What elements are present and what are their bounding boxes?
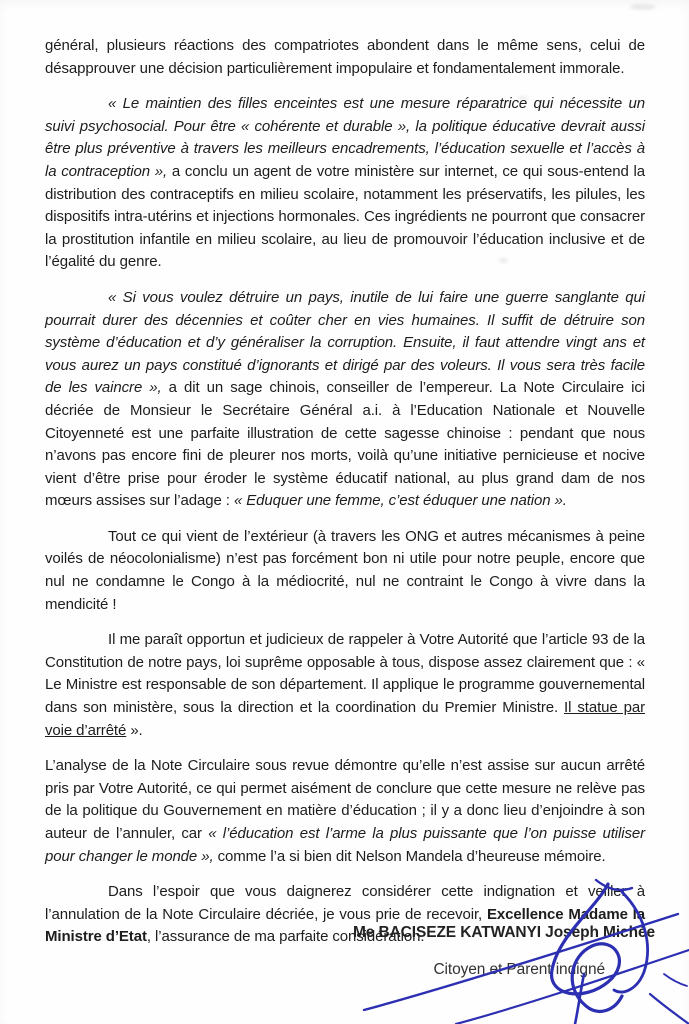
signatory-name: Me BACISEZE KATWANYI Joseph Michée [352,924,655,941]
text-run: Tout ce qui vient de l’extérieur (à travers les ONG et autres mécanismes à peine voilés de néocolonialisme) n’est pas forcément bon ni utile pour notre peuple, encore que nul ne condamne le Congo à la médiocrité, nul ne contraint le Congo à vivre dans la mendicité ! [45,527,645,613]
text-run: Dans l’espoir que vous daignerez considérer cette indignation et veiller à l’annulation de la Note Circulaire décriée, je vous prie de recevoir, [45,883,645,923]
paragraph-article-93 [45,629,645,742]
letter-body [45,35,645,962]
text-run-mandela-quote: « l’éducation est l’arme la plus puissante que l’on puisse utiliser pour changer le monde », [45,825,645,865]
paragraph-continuation [45,35,645,80]
text-run: Il me paraît opportun et judicieux de rappeler à Votre Autorité que l’article 93 de la Constitution de notre pays, loi suprême opposable à tous, dispose assez clairement que : « Le Ministre est responsable de son département. Il applique le programme gouvernemental dans son ministère, sous la direction et la coordination du Premier Ministre. [45,631,645,717]
text-run: comme l’a si bien dit Nelson Mandela d’heureuse mémoire. [217,847,606,865]
text-run: a conclu un agent de votre ministère sur internet, ce qui sous-entend la distribution des contraceptifs en milieu scolaire, notamment les préservatifs, les pilules, les dispositifs intra-utérins et injections hormonales. Ces ingrédients ne pourront que consacrer la prostitution infantile en milieu scolaire, au lieu de promouvoir l’éducation inclusive et de l’égalité du genre. [45,162,646,271]
paragraph-analyse-note-circulaire [45,755,645,868]
text-run-underlined: Il statue par voie d’arrêté [45,699,646,739]
paragraph-ong-neocolonialisme [45,526,645,616]
text-run-quote: « Si vous voulez détruire un pays, inutile de lui faire une guerre sanglante qui pourrait durer des décennies et coûter cher en vies humaines. Il suffit de détruire son système d’éducation et d’y généraliser la corruption. Ensuite, il faut attendre vingt ans et vous aurez un pays constitué d’ignorants et dirigé par des voleurs. Il vous sera très facile de les vaincre », [45,288,645,397]
text-run: , l’assurance de ma parfaite considération. [146,928,425,946]
scan-smudge [499,258,508,263]
paragraph-quote-ministry-agent [45,93,645,274]
text-run: L’analyse de la Note Circulaire sous revue démontre qu’elle n’est assise sur aucun arrêté pris par Votre Autorité, ce qui permet aisément de conclure que cette mesure ne relève pas de la politique du Gouvernement en matière d’éducation ; il y a donc lieu d’enjoindre à son auteur de l’annuler, car [45,757,645,842]
text-run: général, plusieurs réactions des compatriotes abondent dans le même sens, celui de désapprouver une décision particulièrement impopulaire et fondamentalement immorale. [45,37,645,77]
text-run-addressee-title: Excellence Madame la Ministre d’Etat [45,905,645,946]
text-run: a dit un sage chinois, conseiller de l’empereur. La Note Circulaire ici décriée de Monsieur le Secrétaire Général a.i. à l’Education Nationale et Nouvelle Citoyenneté est une parfaite illustration de cette sagesse chinoise : pendant que nous n’avons pas encore fini de pleurer nos morts, voilà qu’une initiative pernicieuse et nocive vient d’être prise pour éroder le système éducatif national, au plus grand dam de nos mœurs assises sur l’adage : [45,379,645,510]
text-run-adage: « Eduquer une femme, c’est éduquer une nation ». [233,492,567,510]
paragraph-chinese-sage-quote [45,287,645,513]
text-run-quote: « Le maintien des filles enceintes est une mesure réparatrice qui nécessite un suivi psychosocial. Pour être « cohérente et durable », la politique éducative devrait aussi être plus préventive à travers les meilleurs encadrements, l’éducation sexuelle et l’accès à la contraception », [45,95,645,180]
scan-smudge [518,96,528,100]
scan-smudge [630,4,656,10]
signatory-role: Citoyen et Parent indigné [433,961,605,978]
text-run: ». [126,721,143,739]
